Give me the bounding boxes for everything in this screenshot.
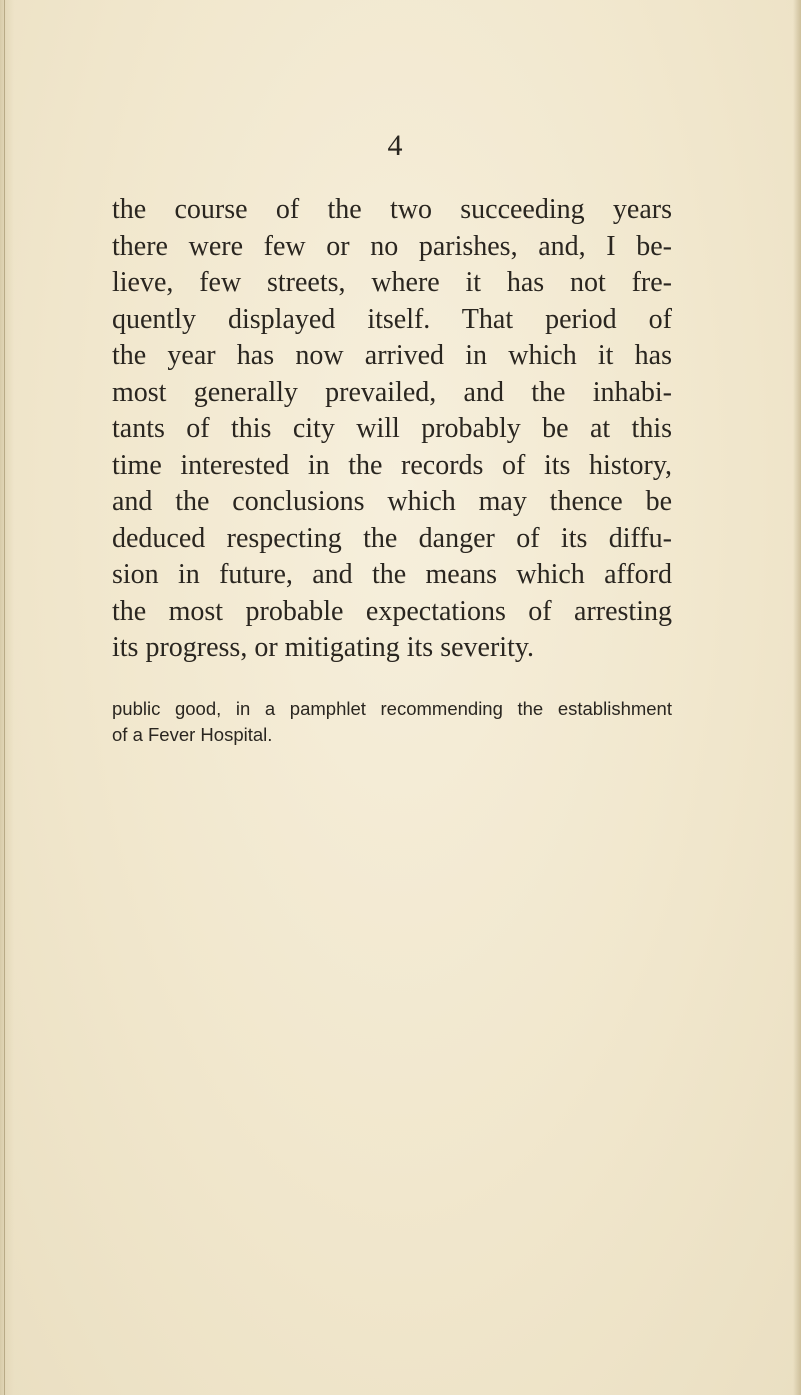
- body-line: lieve, few streets, where it has not fre-: [112, 267, 672, 298]
- body-line: time interested in the records of its history,: [112, 449, 672, 481]
- body-line: the year has now arrived in which it has: [112, 340, 672, 371]
- body-line: sion in future, and the means which afford: [112, 559, 672, 590]
- page-gutter-shadow: [0, 0, 14, 1395]
- body-line: quently displayed itself. That period of: [112, 303, 672, 335]
- footnote-line: of a Fever Hospital.: [112, 724, 273, 745]
- body-line: deduced respecting the danger of its diffu-: [112, 522, 672, 554]
- body-line: most generally prevailed, and the inhabi-: [112, 376, 672, 408]
- page-edge-line: [4, 0, 5, 1395]
- footnote-line: public good, in a pamphlet recommending the establishment: [112, 698, 672, 719]
- body-paragraph: [112, 192, 672, 667]
- footnote: [112, 696, 672, 748]
- body-line: and the conclusions which may thence be: [112, 486, 672, 517]
- body-line: tants of this city will probably be at this: [112, 413, 672, 444]
- page-right-shadow: [793, 0, 801, 1395]
- body-line: there were few or no parishes, and, I be-: [112, 230, 672, 262]
- page-number: 4: [387, 129, 403, 162]
- body-line: the most probable expectations of arresting: [112, 595, 672, 627]
- body-line: its progress, or mitigating its severity.: [112, 632, 535, 663]
- body-line: the course of the two succeeding years: [112, 194, 672, 225]
